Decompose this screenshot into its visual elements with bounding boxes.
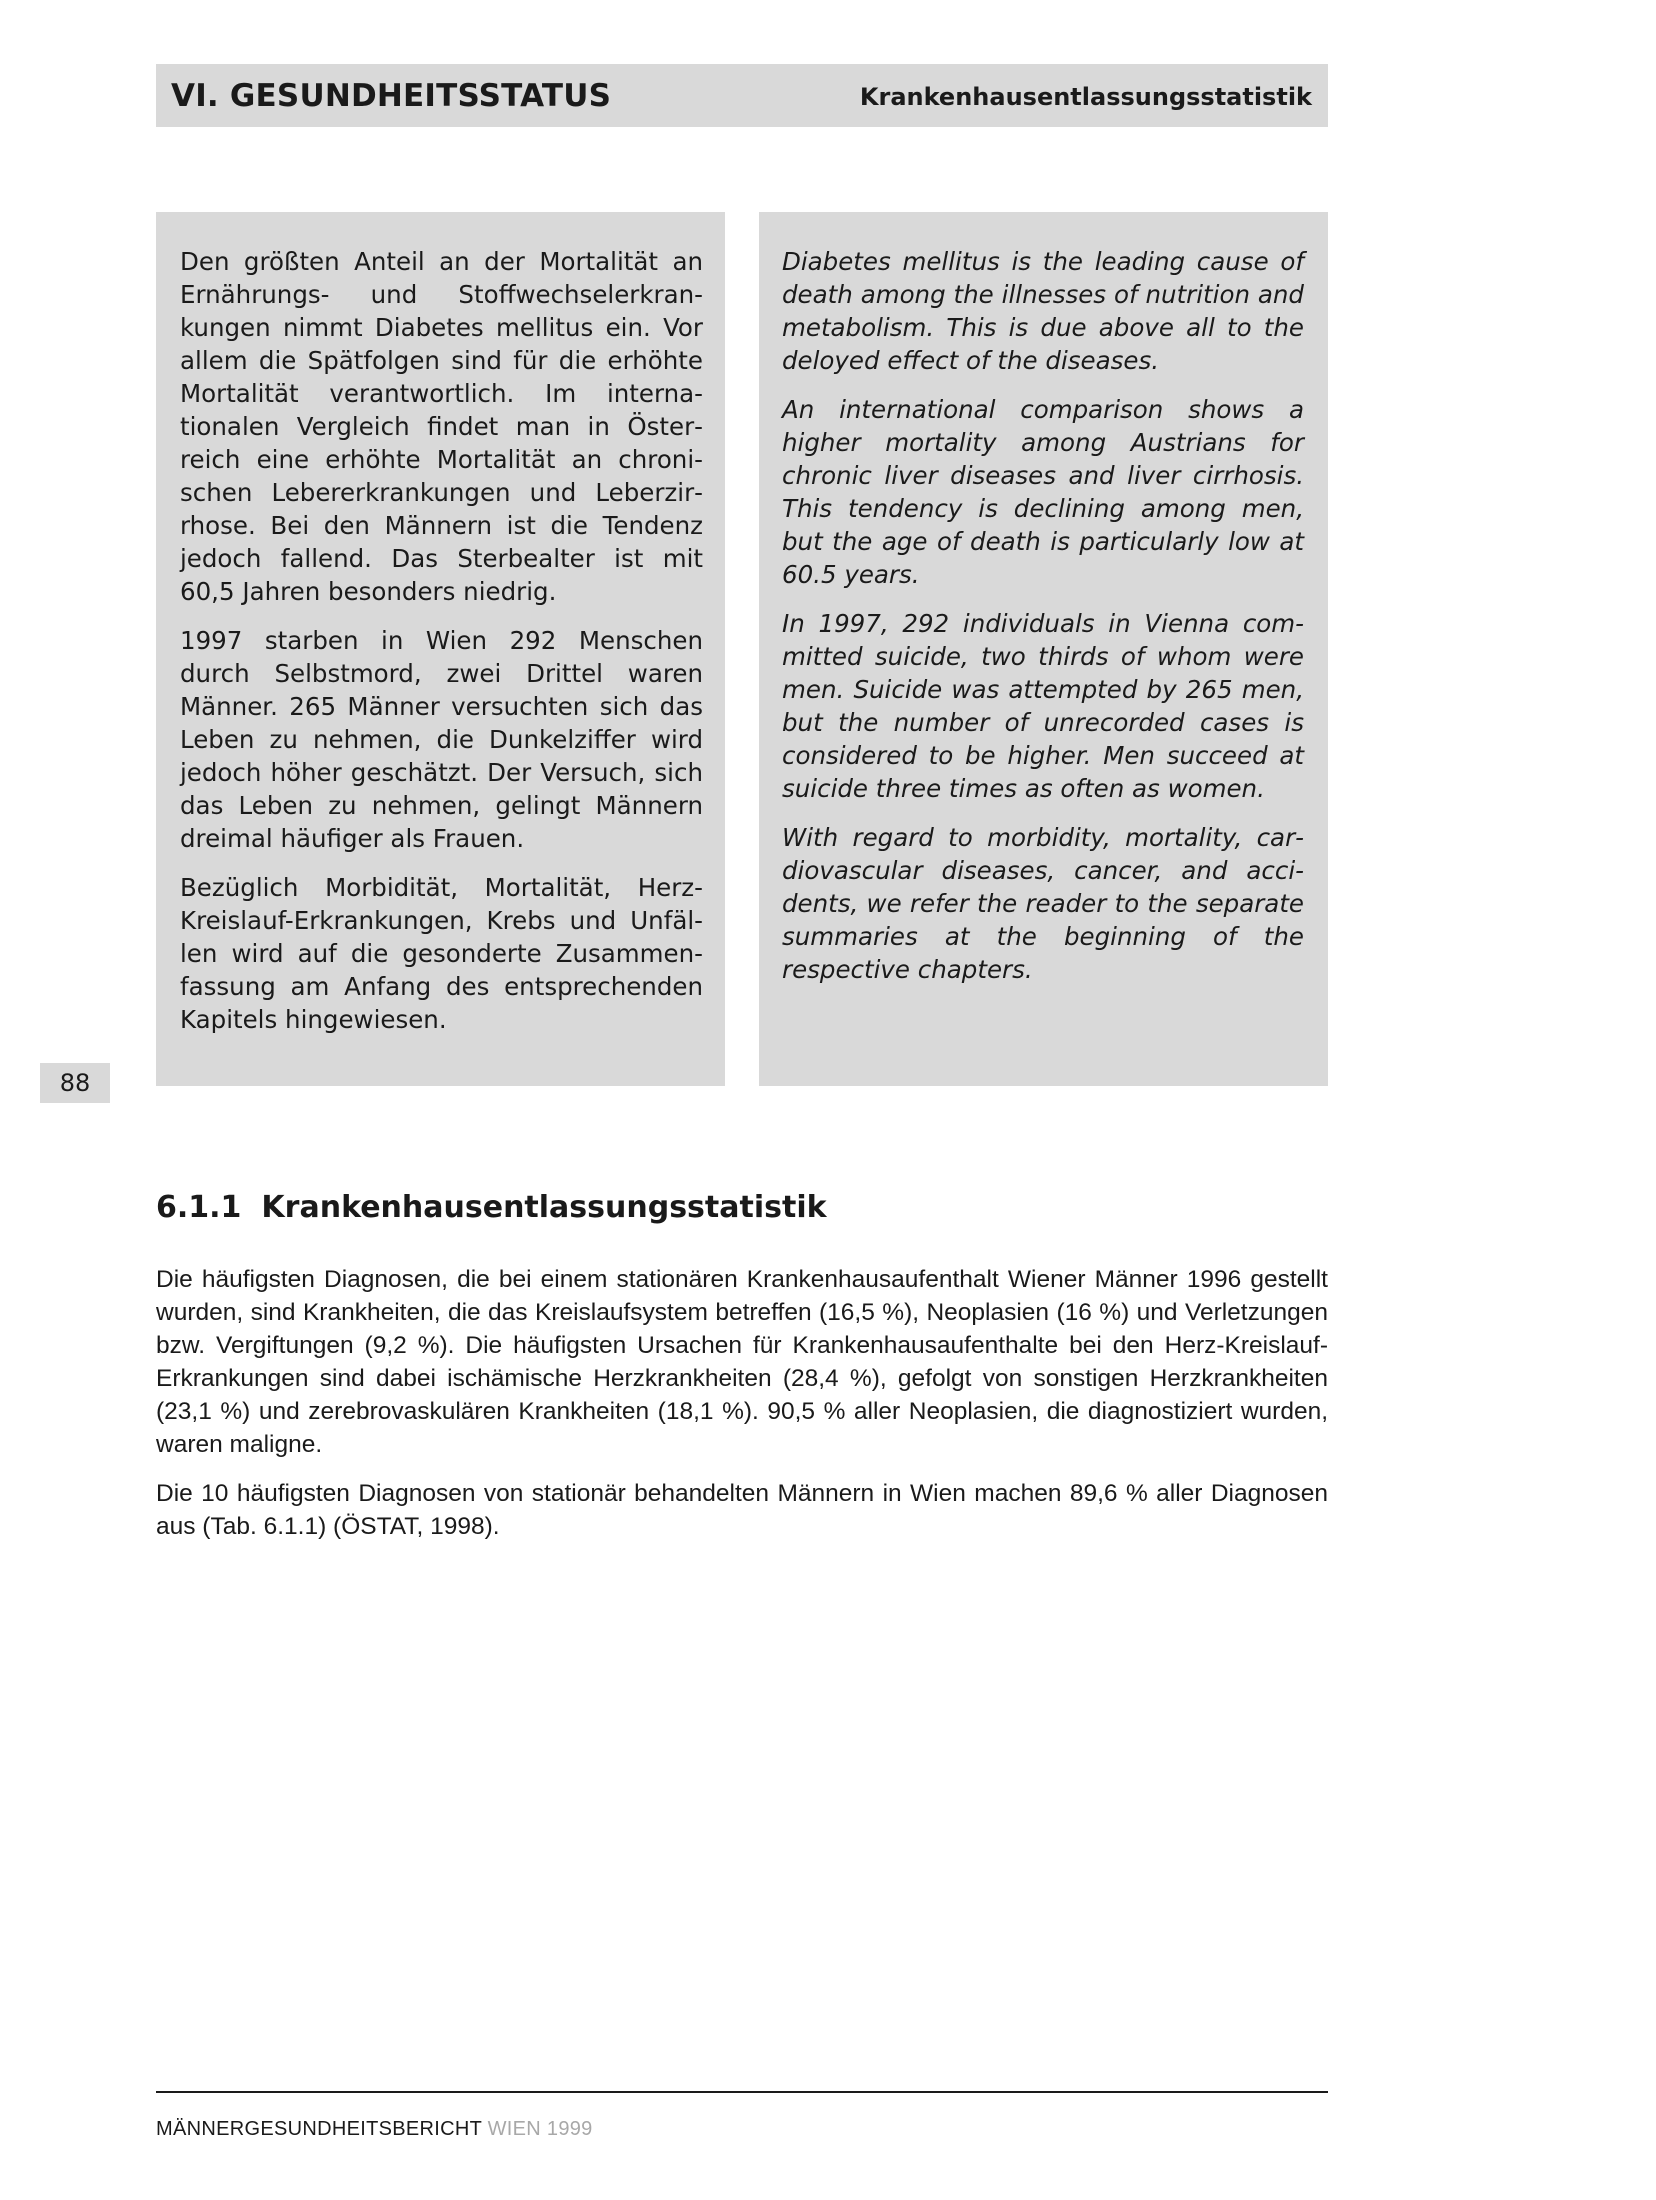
summary-english-paragraph: In 1997, 292 individuals in Vienna committed suicide, two thirds of whom were men. Suicide was attempted by 265 men, but the number of unrecorded cases is considered to be higher. Men succeed at suicide three times as often as women. [782,609,1304,803]
summary-english-paragraph: Diabetes mellitus is the leading cause of death among the illnesses of nutrition and metabolism. This is due above all to the deloyed effect of the diseases. [782,247,1304,375]
chapter-title: VI. GESUNDHEITSSTATUS [171,78,612,114]
summary-german-paragraph: Bezüglich Morbidität, Mortalität, Herz-Kreislauf-Erkrankungen, Krebs und Unfällen wird auf die gesonderte Zusammenfassung am Anfang des entsprechenden Kapitels hingewiesen. [180,873,703,1034]
section-body [156,1263,1328,1559]
running-section-title: Krankenhausentlassungsstatistik [859,83,1312,111]
summary-box-german [156,212,725,1086]
section-title: Krankenhausentlassungsstatistik [261,1190,827,1225]
page-number: 88 [40,1063,110,1103]
summary-german-paragraph: 1997 starben in Wien 292 Menschen durch Selbstmord, zwei Drittel waren Männer. 265 Männer versuchten sich das Leben zu nehmen, die Dunkelziffer wird jedoch höher geschätzt. Der Versuch, sich das Leben zu nehmen, gelingt Männern dreimal häufiger als Frauen. [180,626,703,853]
header-bar [156,64,1328,127]
summary-german-paragraph: Den größten Anteil an der Mortalität an Ernährungs- und Stoffwechselerkrankungen nimmt Diabetes mellitus ein. Vor allem die Spätfolgen sind für die erhöhte Mortalität verantwortlich. Im internationalen Vergleich findet man in Österreich eine erhöhte Mortalität an chronischen Lebererkrankungen und Leberzirrhose. Bei den Männern ist die Tendenz jedoch fallend. Das Sterbealter ist mit 60,5 Jahren besonders niedrig. [180,247,703,606]
section-heading [156,1190,827,1225]
footer [156,2118,593,2141]
footer-edition: WIEN 1999 [487,2118,593,2140]
footer-divider [156,2091,1328,2093]
summary-english-paragraph: An international comparison shows a higher mortality among Austrians for chronic liver diseases and liver cirrhosis. This tendency is declining among men, but the age of death is particularly low at 60.5 years. [782,395,1304,589]
summary-english-paragraph: With regard to morbidity, mortality, cardiovascular diseases, cancer, and accidents, we refer the reader to the separate summaries at the beginning of the respective chapters. [782,823,1304,984]
footer-report-name: MÄNNERGESUNDHEITSBERICHT [156,2118,482,2140]
body-paragraph: Die häufigsten Diagnosen, die bei einem stationären Krankenhausaufenthalt Wiener Männer 1996 gestellt wurden, sind Krankheiten, die das Kreislaufsystem betreffen (16,5 %), Neoplasien (16 %) und Verletzungen bzw. Vergiftungen (9,2 %). Die häufigsten Ursachen für Krankenhausaufenthalte bei den Herz-Kreislauf-Erkrankungen sind dabei ischämische Herzkrankheiten (28,4 %), gefolgt von sonstigen Herzkrankheiten (23,1 %) und zerebrovaskulären Krankheiten (18,1 %). 90,5 % aller Neoplasien, die diagnostiziert wurden, waren maligne. [156,1266,1328,1458]
summary-box-english [759,212,1328,1086]
body-paragraph: Die 10 häufigsten Diagnosen von stationär behandelten Männern in Wien machen 89,6 % aller Diagnosen aus (Tab. 6.1.1) (ÖSTAT, 1998). [156,1480,1328,1540]
section-number: 6.1.1 [156,1190,242,1225]
